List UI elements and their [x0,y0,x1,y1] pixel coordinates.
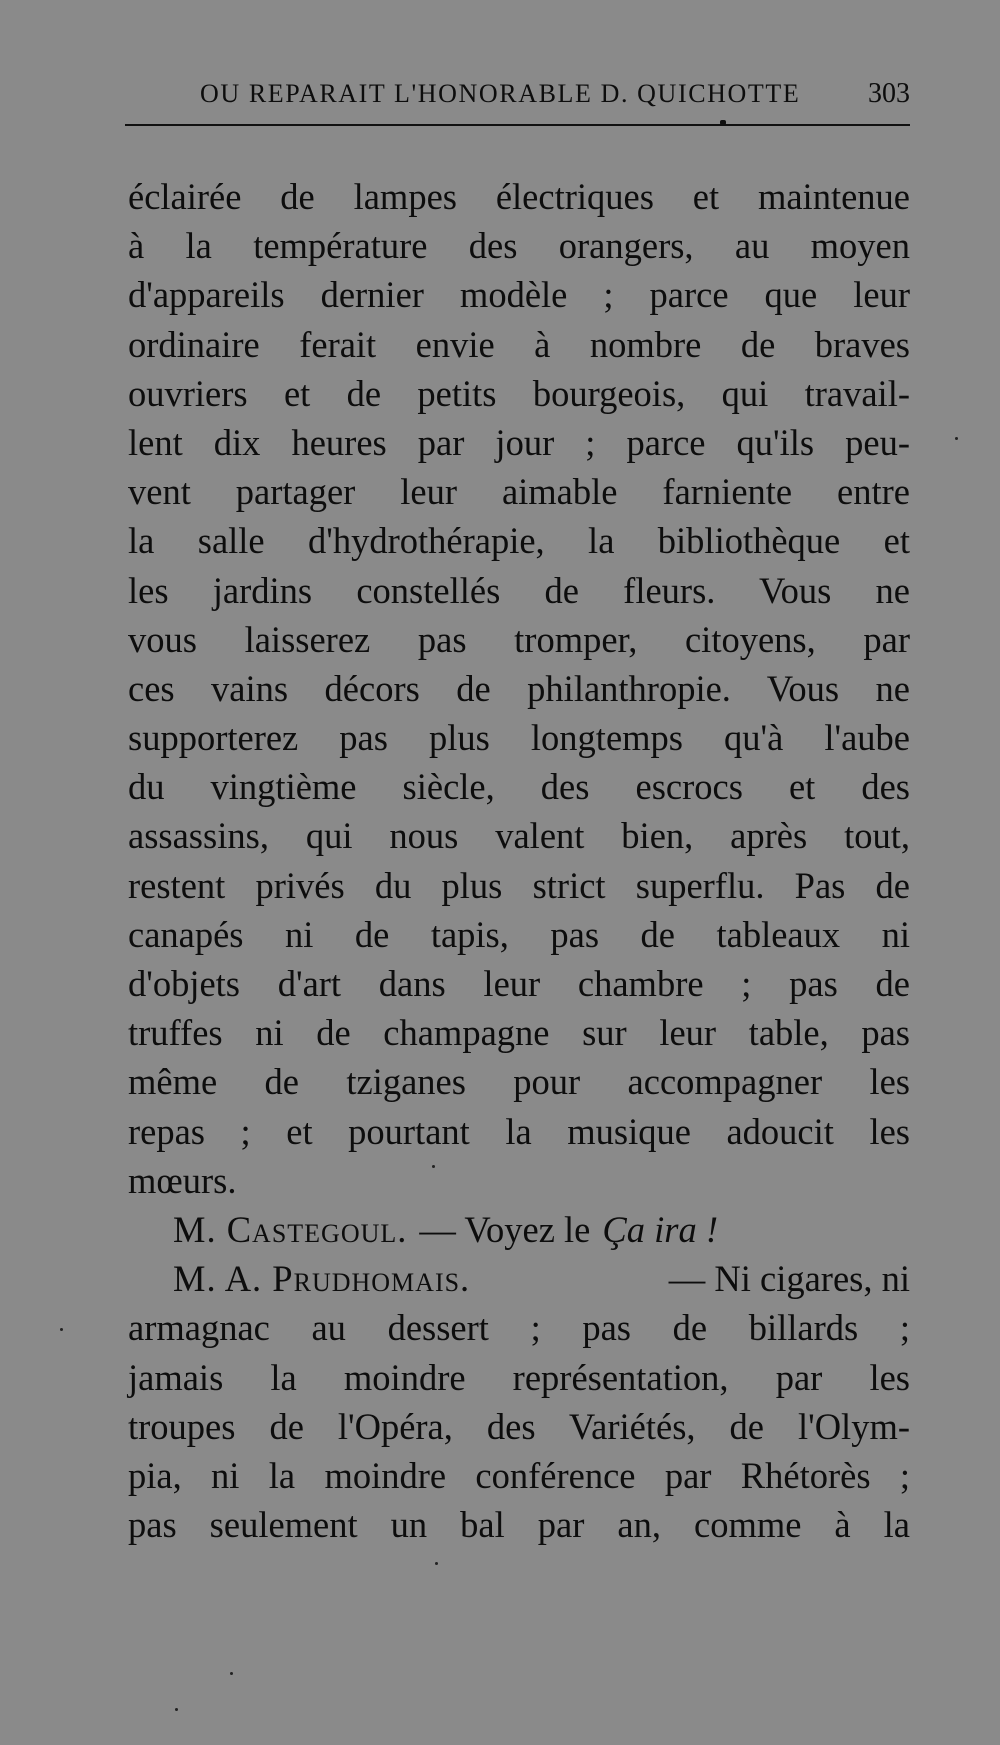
text-line: du vingtième siècle, des escrocs et des [128,766,910,808]
print-speck [60,1328,63,1331]
text-line: à la température des orangers, au moyen [128,225,910,267]
text-line: ordinaire ferait envie à nombre de braves [128,323,910,365]
text-line: ces vains décors de philanthropie. Vous ne [128,667,910,709]
text-line: truffes ni de champagne sur leur table, pas [128,1012,910,1054]
print-speck [432,1165,435,1168]
text-line: vous laisserez pas tromper, citoyens, par [128,618,910,660]
header-rule [125,124,910,126]
print-speck [230,1672,233,1675]
dialogue-text: — Ni cigares, ni [668,1258,910,1300]
text-line: repas ; et pourtant la musique adoucit les [128,1110,910,1152]
text-line: éclairée de lampes électriques et maintenue [128,176,910,217]
dialogue-text: — Voyez le [419,1208,591,1250]
text-line: lent dix heures par jour ; parce qu'ils peu- [128,421,910,463]
text-line: la salle d'hydrothérapie, la bibliothèque et [128,520,910,562]
dialogue-line-prudhomais [128,1254,910,1303]
text-line: mœurs. [128,1159,237,1201]
speaker-name: M. Castegoul. [173,1208,408,1250]
text-line: pia, ni la moindre conférence par Rhétorès ; [128,1454,910,1496]
text-line: supporterez pas plus longtemps qu'à l'aube [128,717,910,759]
text-line: assassins, qui nous valent bien, après tout, [128,815,910,857]
header-rule-mark [720,120,726,125]
running-head [200,78,910,118]
work-title: Ça ira ! [602,1208,718,1250]
text-line: jamais la moindre représentation, par les [128,1356,910,1398]
paragraph [128,172,910,1205]
speaker-name: M. A. Prudhomais. [173,1258,471,1300]
text-line: d'appareils dernier modèle ; parce que leur [128,274,910,316]
print-speck [435,1562,438,1565]
text-line: armagnac au dessert ; pas de billards ; [128,1307,910,1349]
text-line: les jardins constellés de fleurs. Vous ne [128,569,910,611]
text-line: pas seulement un bal par an, comme à la [128,1504,910,1546]
print-speck [175,1708,178,1711]
print-speck [955,437,958,440]
text-line: ouvriers et de petits bourgeois, qui travail- [128,372,910,414]
text-line: vent partager leur aimable farniente entre [128,471,910,513]
text-line: restent privés du plus strict superflu. Pas de [128,864,910,906]
text-line: troupes de l'Opéra, des Variétés, de l'Olym- [128,1405,910,1447]
body-text [128,172,910,1549]
dialogue-line-castegoul [128,1205,910,1254]
running-title: OU REPARAIT L'HONORABLE D. QUICHOTTE [200,79,801,108]
page-number: 303 [868,78,910,109]
text-line: d'objets d'art dans leur chambre ; pas de [128,963,910,1004]
dialogue-prudhomais [128,1254,910,1549]
text-line: canapés ni de tapis, pas de tableaux ni [128,913,910,955]
text-line: même de tziganes pour accompagner les [128,1061,910,1103]
